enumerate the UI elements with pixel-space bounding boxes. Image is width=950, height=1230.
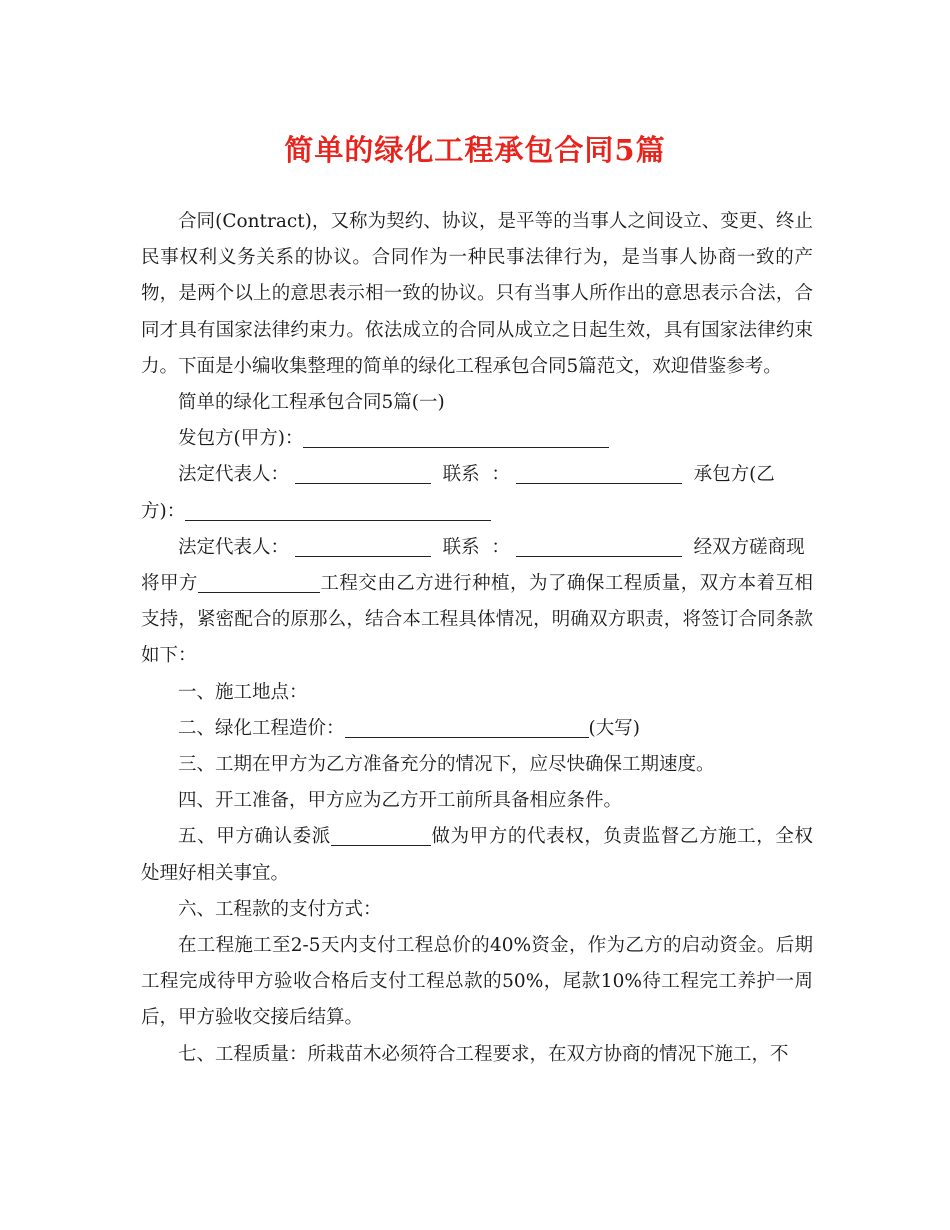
negotiation-paragraph (141, 566, 813, 675)
negotiation-a: 将甲方 (141, 573, 198, 595)
item-2 (141, 711, 813, 747)
item-6: 六、工程款的支付方式： (178, 898, 382, 920)
item-3: 三、工期在甲方为乙方准备充分的情况下，应尽快确保工期速度。 (178, 754, 715, 776)
legal-rep-line (141, 457, 813, 493)
document-body (141, 204, 813, 1073)
representative-blank[interactable] (331, 823, 431, 846)
item-1: 一、施工地点： (178, 681, 308, 703)
party-b-line (141, 494, 813, 530)
contact-blank-2[interactable] (516, 534, 682, 557)
party-a-line (141, 421, 813, 457)
legal-rep-label: 法定代表人： (178, 464, 290, 486)
party-b-blank[interactable] (185, 498, 491, 521)
item-2-suffix: (大写) (588, 717, 640, 739)
item-5-a: 五、甲方确认委派 (178, 826, 331, 848)
price-blank[interactable] (345, 715, 589, 738)
item-5-b: 做为甲方的代表权，负责监督乙方施工，全权处理好相关事宜。 (141, 826, 813, 884)
contact-label: 联系 ： (442, 464, 510, 486)
item-5 (141, 819, 813, 891)
party-b-label-a: 承包方(乙 (693, 464, 775, 486)
negotiation-lead: 经双方磋商现 (693, 536, 805, 558)
intro-paragraph: 合同(Contract)，又称为契约、协议，是平等的当事人之间设立、变更、终止民事权利义务关系的协议。合同作为一种民事法律行为，是当事人协商一致的产物，是两个以上的意思表示相一致的协议。只有当事人所作出的意思表示合法，合同才具有国家法律约束力。依法成立的合同从成立之日起生效，具有国家法律约束力。下面是小编收集整理的简单的绿化工程承包合同5篇范文，欢迎借鉴参考。 (141, 211, 813, 377)
contact-blank[interactable] (516, 461, 682, 484)
item-2-label: 二、绿化工程造价： (178, 717, 345, 739)
item-7: 七、工程质量：所栽苗木必须符合工程要求，在双方协商的情况下施工，不 (178, 1043, 789, 1065)
section-heading: 简单的绿化工程承包合同5篇(一) (178, 392, 445, 414)
item-4: 四、开工准备，甲方应为乙方开工前所具备相应条件。 (178, 790, 623, 812)
contact-label-2: 联系 ： (442, 536, 510, 558)
party-b-label-b: 方)： (141, 500, 186, 522)
party-a-blank[interactable] (303, 425, 609, 448)
legal-rep-label-2: 法定代表人： (178, 536, 290, 558)
legal-rep-line-2 (141, 530, 813, 566)
legal-rep-blank-2[interactable] (295, 534, 431, 557)
payment-paragraph: 在工程施工至2-5天内支付工程总价的40%资金，作为乙方的启动资金。后期工程完成待甲方验收合格后支付工程总款的50%，尾款10%待工程完工养护一周后，甲方验收交接后结算。 (141, 935, 813, 1029)
legal-rep-blank[interactable] (295, 461, 431, 484)
party-a-label: 发包方(甲方)： (178, 428, 304, 450)
document-title: 简单的绿化工程承包合同5篇 (284, 133, 666, 167)
project-name-blank[interactable] (198, 570, 320, 593)
negotiation-b: 工程交由乙方进行种植，为了确保工程质量，双方本着互相支持，紧密配合的原那么，结合本工程具体情况，明确双方职责，将签订合同条款如下： (141, 573, 813, 667)
